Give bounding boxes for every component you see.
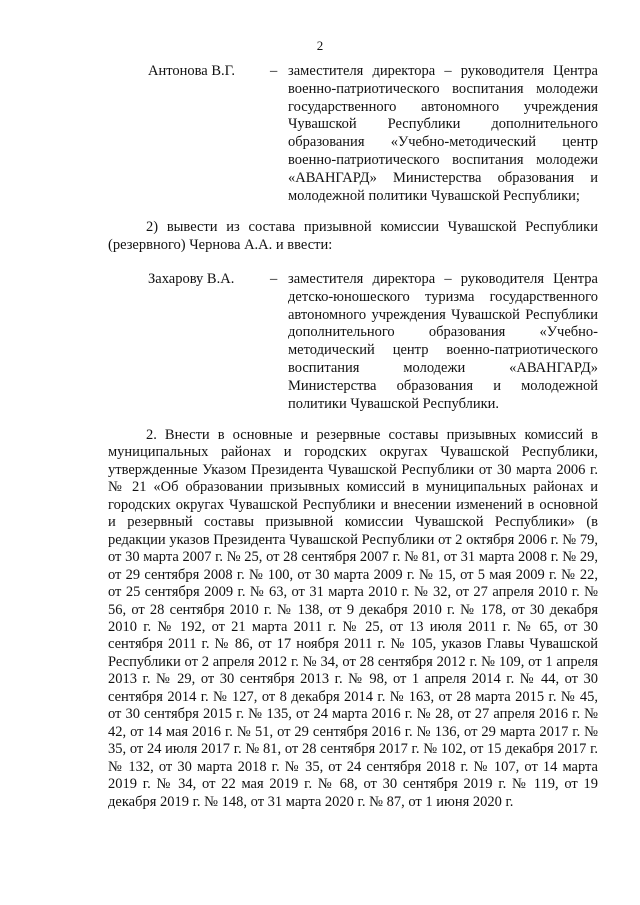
appointment-entry-zakharova [148,271,598,413]
appointment-entry-antonova [148,63,598,205]
paragraph-remove-and-add: 2) вывести из состава призывной комиссии Чувашской Республики (резервного) Чернова А.А. и ввести: [108,219,598,253]
paragraph-amendments: 2. Внести в основные и резервные составы призывных комиссий в муниципальных районах и городских округах Чувашской Республики, утвержденные Указом Президента Чувашской Республики от 30 марта 2006 г. № 21 «Об образовании призывных комиссий в муниципальных районах и городских округах Чувашской Республики и внесении изменений в основной и резервный составы призывной комиссии Чувашской Республики» (в редакции указов Президента Чувашской Республики от 2 октября 2006 г. № 79, от 30 марта 2007 г. № 25, от 28 сентября 2007 г. № 81, от 31 марта 2008 г. № 29, от 29 сентября 2008 г. № 100, от 30 марта 2009 г. № 15, от 5 мая 2009 г. № 22, от 25 сентября 2009 г. № 63, от 31 марта 2010 г. № 32, от 27 апреля 2010 г. № 56, от 28 сентября 2010 г. № 138, от 9 декабря 2010 г. № 178, от 30 декабря 2010 г. № 192, от 21 марта 2011 г. № 25, от 13 июля 2011 г. № 65, от 30 сентября 2011 г. № 86, от 17 ноября 2011 г. № 105, указов Главы Чувашской Республики от 2 апреля 2012 г. № 34, от 28 сентября 2012 г. № 109, от 1 апреля 2013 г. № 29, от 30 сентября 2013 г. № 98, от 1 апреля 2014 г. № 44, от 30 сентября 2014 г. № 127, от 8 декабря 2014 г. № 163, от 28 марта 2015 г. № 45, от 30 сентября 2015 г. № 135, от 24 марта 2016 г. № 28, от 27 апреля 2016 г. № 42, от 14 мая 2016 г. № 51, от 29 сентября 2016 г. № 136, от 29 марта 2017 г. № 35, от 24 июля 2017 г. № 81, от 28 сентября 2017 г. № 102, от 15 декабря 2017 г. № 132, от 30 марта 2018 г. № 35, от 24 сентября 2018 г. № 107, от 14 марта 2019 г. № 34, от 22 мая 2019 г. № 68, от 30 сентября 2019 г. № 119, от 19 декабря 2019 г. № 148, от 31 марта 2020 г. № 87, от 1 июня 2020 г. [108,427,598,810]
person-name: Захарову В.А. [148,271,235,287]
position-description: заместителя директора – руководителя Центра военно-патриотического воспитания молодежи государственного автономного учреждения Чувашской Республики дополнительного образования «Учебно-методический центр военно-патриотического воспитания молодежи «АВАНГАРД» Министерства образования и молодежной политики Чувашской Республики; [288,63,598,204]
entry-dash: – [270,63,278,79]
position-description: заместителя директора – руководителя Центра детско-юношеского туризма государственного автономного учреждения Чувашской Республики дополнительного образования «Учебно-методический центр военно-патриотического воспитания молодежи «АВАНГАРД» Министерства образования и молодежной политики Чувашской Республики. [288,271,598,412]
entry-dash: – [270,271,278,287]
page-number: 2 [316,38,324,53]
person-name: Антонова В.Г. [148,63,236,79]
